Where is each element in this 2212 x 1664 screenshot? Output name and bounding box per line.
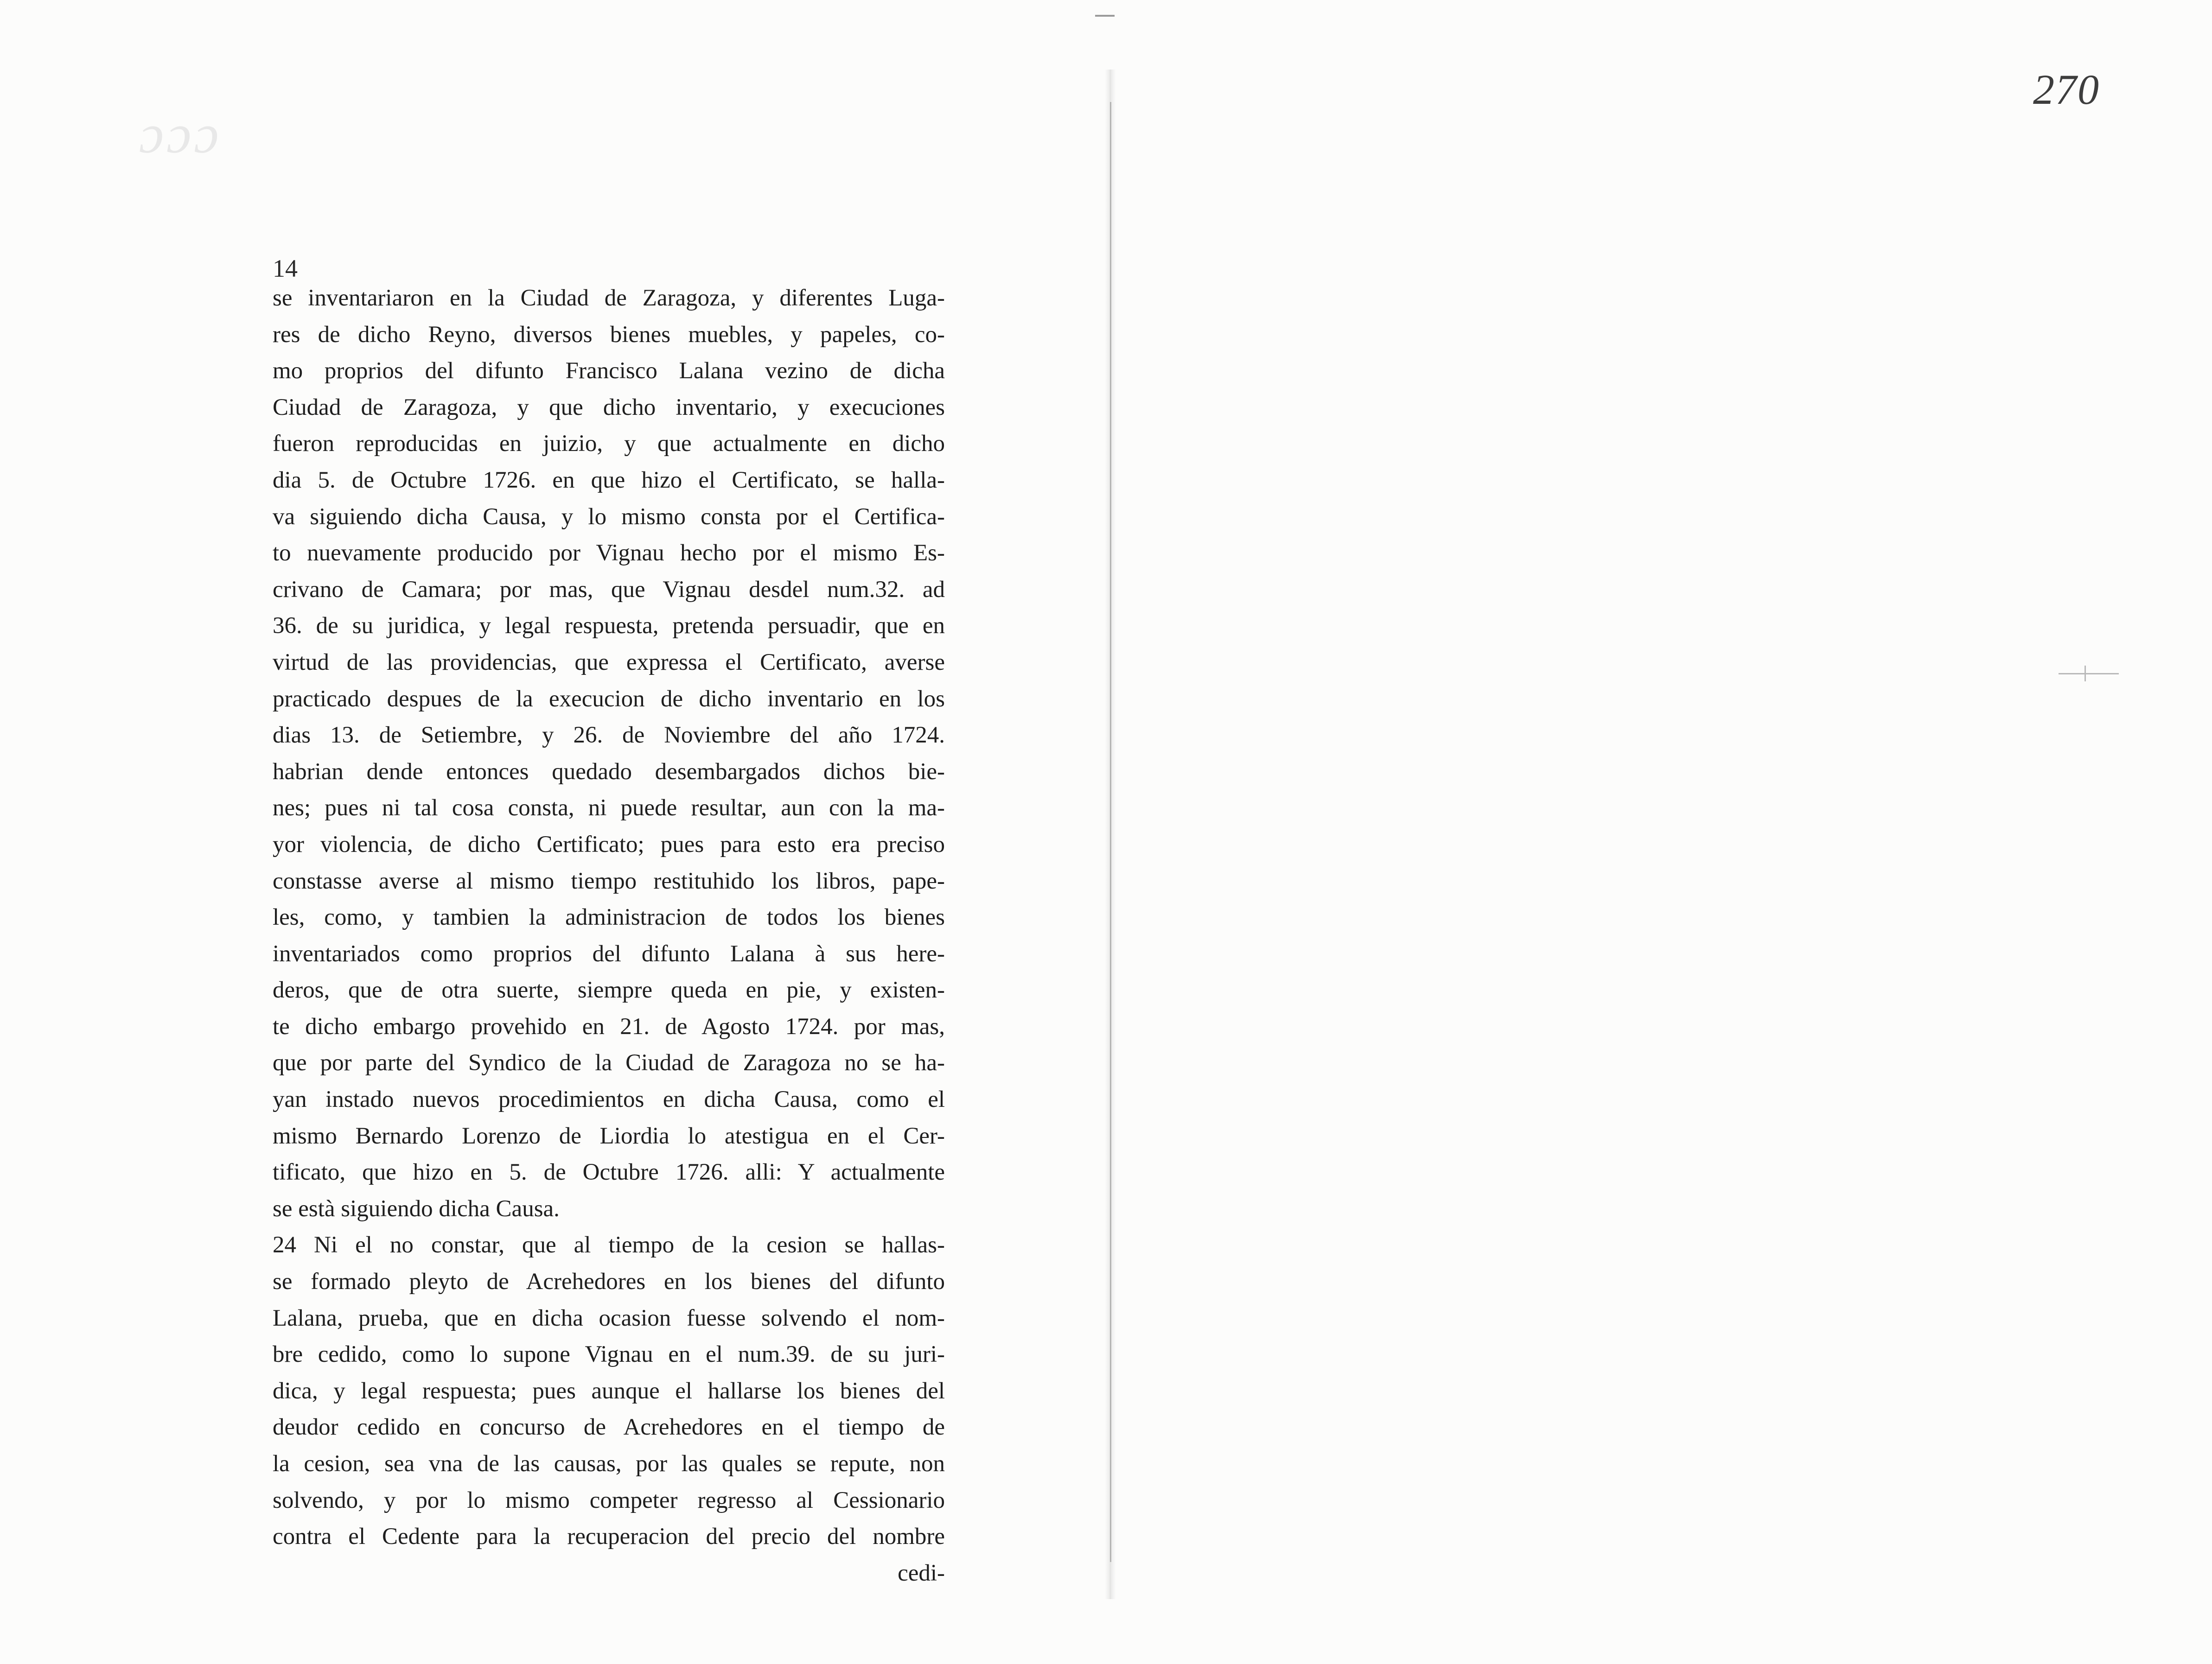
text-line: se està siguiendo dicha Causa. <box>273 1195 560 1222</box>
text-line: nes; pues ni tal cosa consta, ni puede resultar, aun con la ma- <box>273 795 945 821</box>
text-line: yor violencia, de dicho Certificato; pues para esto era preciso <box>273 831 945 857</box>
margin-cross-mark <box>2059 673 2119 674</box>
text-line: se inventariaron en la Ciudad de Zaragoza, y diferentes Luga- <box>273 285 945 311</box>
left-page-number: 14 <box>273 254 298 282</box>
text-line: mo proprios del difunto Francisco Lalana vezino de dicha <box>273 358 945 384</box>
text-line: yan instado nuevos procedimientos en dicha Causa, como el <box>273 1086 945 1113</box>
right-page <box>1110 0 2212 1664</box>
text-line: 24 Ni el no constar, que al tiempo de la cesion se hallas- <box>273 1232 945 1258</box>
faded-show-through-mark: ɔɔɔ <box>139 103 222 165</box>
text-line: crivano de Camara; por mas, que Vignau desdel num.32. ad <box>273 576 945 603</box>
text-line: dias 13. de Setiembre, y 26. de Noviembre del año 1724. <box>273 722 945 749</box>
text-line: Lalana, prueba, que en dicha ocasion fuesse solvendo el nom- <box>273 1305 945 1331</box>
text-line: to nuevamente producido por Vignau hecho por el mismo Es- <box>273 540 945 566</box>
text-line: dica, y legal respuesta; pues aunque el hallarse los bienes del <box>273 1378 945 1404</box>
text-line: contra el Cedente para la recuperacion del precio del nombre <box>273 1524 945 1550</box>
text-line: les, como, y tambien la administracion de todos los bienes <box>273 904 945 931</box>
text-line: deudor cedido en concurso de Acrehedores en el tiempo de <box>273 1414 945 1441</box>
text-line: Ciudad de Zaragoza, y que dicho inventario, y execuciones <box>273 394 945 420</box>
top-center-mark <box>1095 15 1115 17</box>
text-line: bre cedido, como lo supone Vignau en el num.39. de su juri- <box>273 1341 945 1368</box>
text-line: dia 5. de Octubre 1726. en que hizo el Certificato, se halla- <box>273 467 945 493</box>
text-line: cedi- <box>898 1560 945 1586</box>
text-line: habrian dende entonces quedado desembargados dichos bie- <box>273 758 945 785</box>
text-line: deros, que de otra suerte, siempre queda en pie, y existen- <box>273 977 945 1003</box>
text-line: tificato, que hizo en 5. de Octubre 1726. alli: Y actualmente <box>273 1159 945 1186</box>
margin-cross-mark-vertical <box>2085 666 2086 681</box>
text-line: constasse averse al mismo tiempo restituhido los libros, pape- <box>273 868 945 894</box>
text-line: virtud de las providencias, que expressa el Certificato, averse <box>273 649 945 675</box>
text-line: practicado despues de la execucion de dicho inventario en los <box>273 686 945 712</box>
text-line: solvendo, y por lo mismo competer regresso al Cessionario <box>273 1487 945 1513</box>
text-line: fueron reproducidas en juizio, y que actualmente en dicho <box>273 431 945 457</box>
text-line: la cesion, sea vna de las causas, por las quales se repute, non <box>273 1451 945 1477</box>
left-page-text <box>273 280 945 1591</box>
handwritten-folio-number: 270 <box>2033 66 2100 113</box>
text-line: inventariados como proprios del difunto Lalana à sus here- <box>273 940 945 967</box>
text-line: que por parte del Syndico de la Ciudad de Zaragoza no se ha- <box>273 1050 945 1076</box>
text-line: mismo Bernardo Lorenzo de Liordia lo atestigua en el Cer- <box>273 1123 945 1149</box>
text-line: res de dicho Reyno, diversos bienes muebles, y papeles, co- <box>273 321 945 348</box>
text-line: te dicho embargo provehido en 21. de Agosto 1724. por mas, <box>273 1013 945 1040</box>
text-line: se formado pleyto de Acrehedores en los bienes del difunto <box>273 1269 945 1295</box>
text-line: va siguiendo dicha Causa, y lo mismo consta por el Certifica- <box>273 503 945 530</box>
book-gutter-line <box>1110 102 1111 1562</box>
text-line: 36. de su juridica, y legal respuesta, pretenda persuadir, que en <box>273 613 945 639</box>
